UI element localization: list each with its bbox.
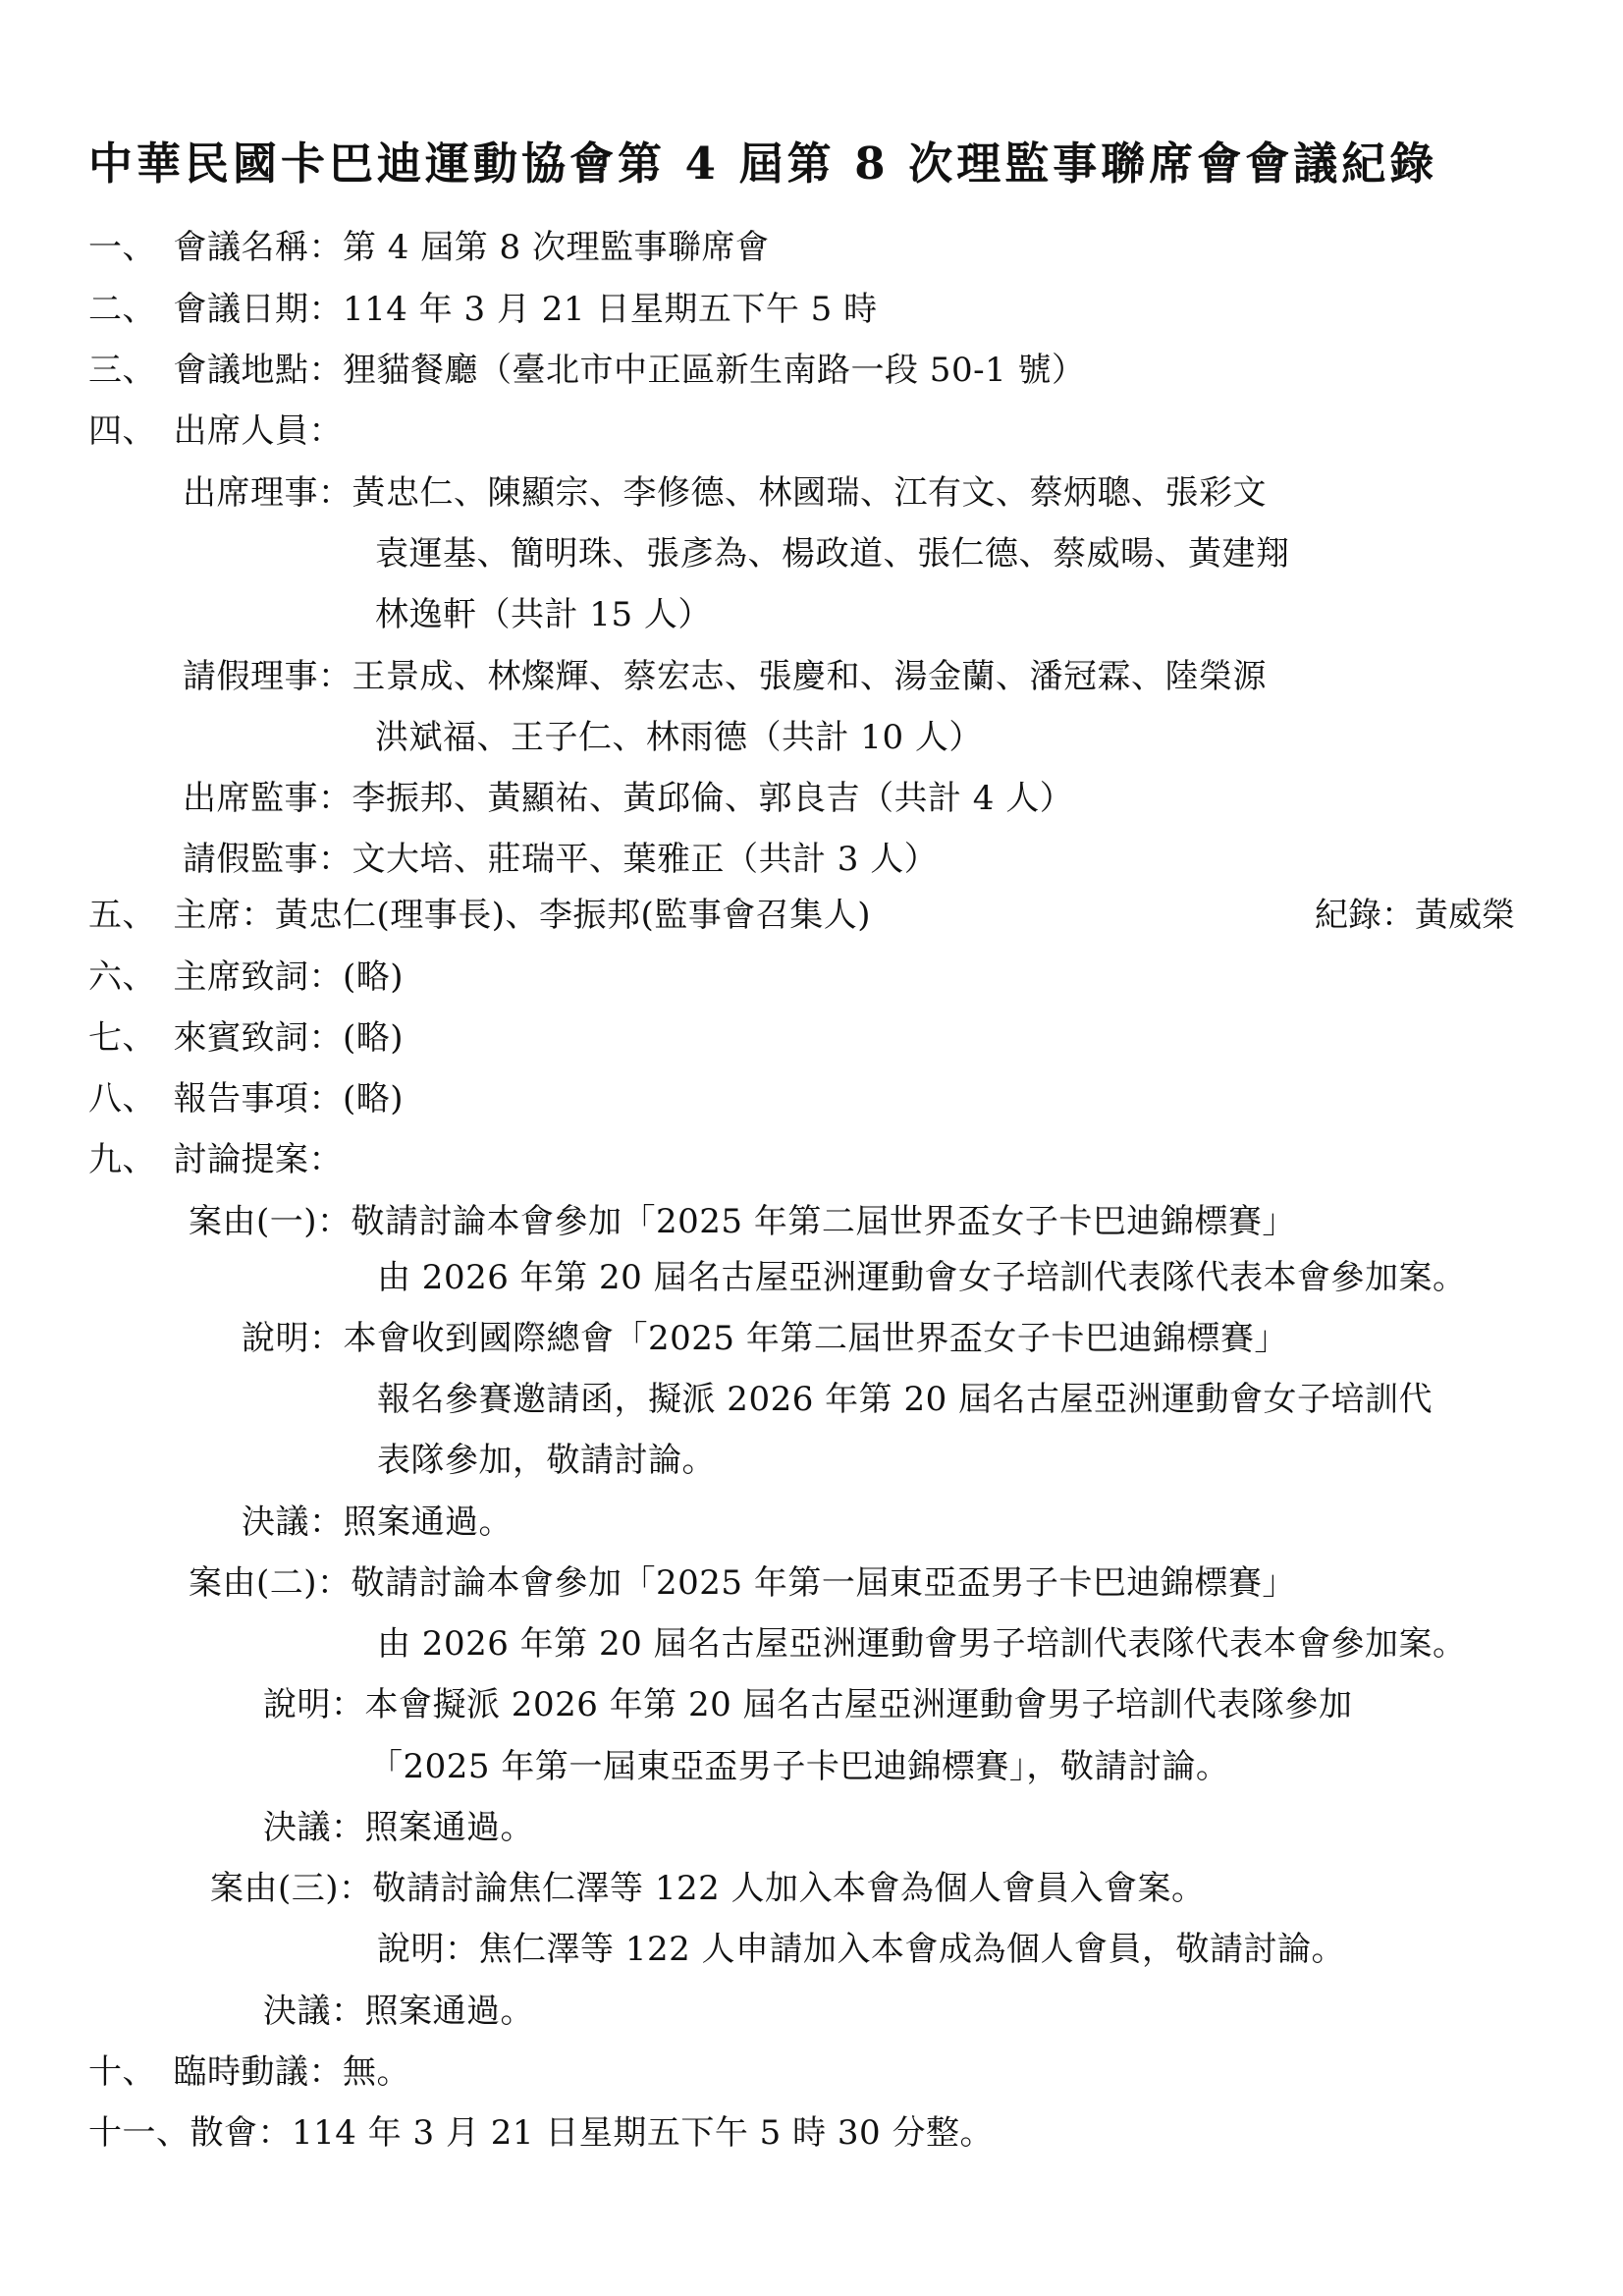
- attending-directors-cont-2: 林逸軒（共計 15 人）: [375, 595, 712, 634]
- item-guest-speech: 七、 來賓致詞：(略): [88, 1018, 405, 1058]
- item-meeting-location: 三、 會議地點：狸貓餐廳（臺北市中正區新生南路一段 50-1 號）: [88, 351, 1086, 390]
- proposal-3-subject: 案由(三)：敬請討論焦仁澤等 122 人加入本會為個人會員入會案。: [210, 1869, 1206, 1908]
- proposal-1-resolution: 決議：照案通過。: [242, 1503, 513, 1542]
- item-proposals-heading: 九、 討論提案：: [88, 1140, 343, 1179]
- recorder: 紀錄：黃威榮: [1315, 896, 1515, 935]
- attending-directors-cont-1: 袁運基、簡明珠、張彥為、楊政道、張仁德、蔡威暘、黃建翔: [375, 534, 1290, 574]
- proposal-1-explanation: 說明：本會收到國際總會「2025 年第二屆世界盃女子卡巴迪錦標賽」: [242, 1319, 1288, 1358]
- item-attendees-heading: 四、 出席人員：: [88, 411, 343, 451]
- proposal-2-explanation-cont: 「2025 年第一屆東亞盃男子卡巴迪錦標賽」，敬請討論。: [369, 1747, 1230, 1786]
- proposal-2-resolution: 決議：照案通過。: [263, 1808, 534, 1847]
- item-meeting-name: 一、 會議名稱：第 4 屆第 8 次理監事聯席會: [88, 228, 770, 267]
- proposal-1-subject: 案由(一)：敬請討論本會參加「2025 年第二屆世界盃女子卡巴迪錦標賽」: [189, 1202, 1296, 1241]
- item-chair: 五、 主席：黃忠仁(理事長)、李振邦(監事會召集人): [88, 896, 872, 935]
- proposal-3-explanation: 說明：焦仁澤等 122 人申請加入本會成為個人會員，敬請討論。: [377, 1930, 1346, 1969]
- proposal-3-resolution: 決議：照案通過。: [263, 1992, 534, 2031]
- item-extempore-motions: 十、 臨時動議：無。: [88, 2052, 410, 2092]
- absent-directors: 請假理事：王景成、林燦輝、蔡宏志、張慶和、湯金蘭、潘冠霖、陸榮源: [183, 657, 1267, 696]
- attending-directors: 出席理事：黃忠仁、陳顯宗、李修德、林國瑞、江有文、蔡炳聰、張彩文: [183, 473, 1267, 513]
- proposal-2-subject-cont: 由 2026 年第 20 屆名古屋亞洲運動會男子培訓代表隊代表本會參加案。: [377, 1624, 1467, 1664]
- proposal-1-subject-cont: 由 2026 年第 20 屆名古屋亞洲運動會女子培訓代表隊代表本會參加案。: [377, 1258, 1467, 1297]
- proposal-1-explanation-cont-1: 報名參賽邀請函，擬派 2026 年第 20 屆名古屋亞洲運動會女子培訓代: [377, 1380, 1434, 1419]
- attending-supervisors: 出席監事：李振邦、黃顯祐、黃邱倫、郭良吉（共計 4 人）: [183, 779, 1074, 818]
- item-adjournment: 十一、散會：114 年 3 月 21 日星期五下午 5 時 30 分整。: [88, 2113, 994, 2153]
- proposal-2-subject: 案由(二)：敬請討論本會參加「2025 年第一屆東亞盃男子卡巴迪錦標賽」: [189, 1563, 1296, 1603]
- document-title: 中華民國卡巴迪運動協會第 4 屆第 8 次理監事聯席會會議紀錄: [88, 137, 1438, 190]
- proposal-2-explanation: 說明：本會擬派 2026 年第 20 屆名古屋亞洲運動會男子培訓代表隊參加: [263, 1685, 1353, 1724]
- proposal-1-explanation-cont-2: 表隊參加，敬請討論。: [377, 1441, 716, 1480]
- item-chair-speech: 六、 主席致詞：(略): [88, 957, 405, 997]
- item-reports: 八、 報告事項：(略): [88, 1079, 405, 1119]
- absent-directors-cont: 洪斌福、王子仁、林雨德（共計 10 人）: [375, 718, 983, 757]
- item-meeting-date: 二、 會議日期：114 年 3 月 21 日星期五下午 5 時: [88, 290, 878, 329]
- absent-supervisors: 請假監事：文大培、莊瑞平、葉雅正（共計 3 人）: [183, 840, 939, 879]
